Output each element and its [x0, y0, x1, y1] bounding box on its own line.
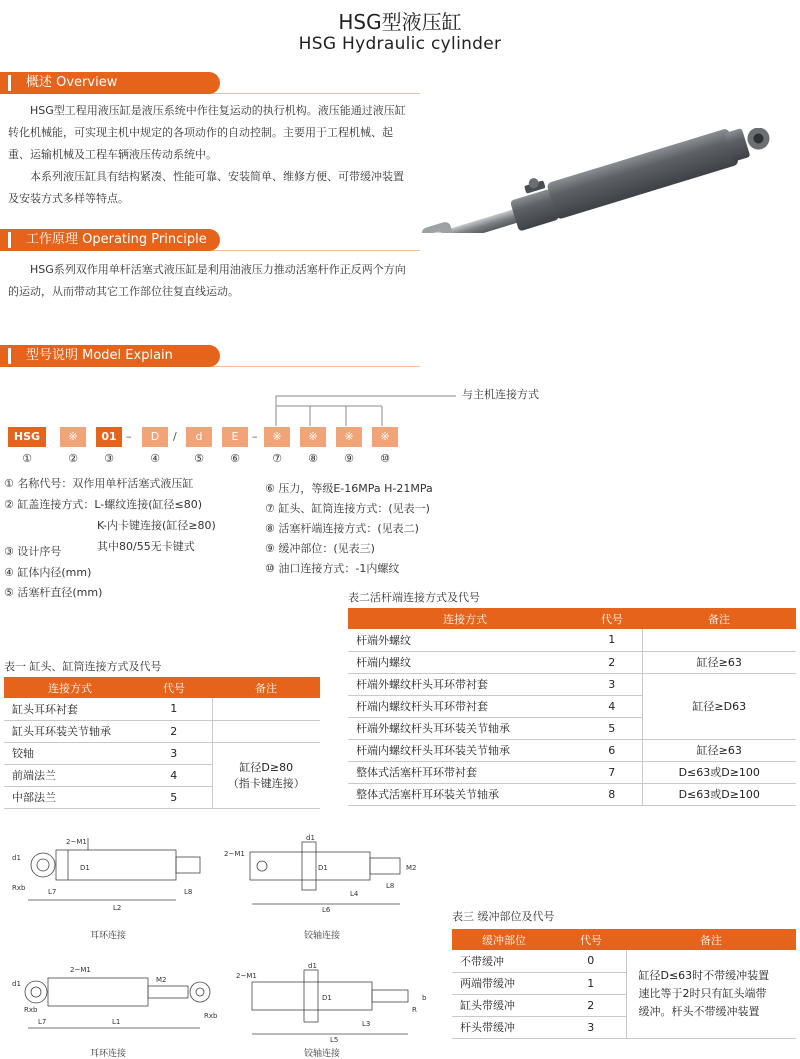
table-cell: 6	[582, 739, 642, 761]
model-box-6: E	[222, 427, 248, 447]
table-cell: 2	[136, 720, 212, 742]
divider	[0, 250, 420, 251]
overview-paragraph-1: HSG型工程用液压缸是液压系统中作往复运动的执行机构。液压能通过液压缸转化机械能，可实现主机中规定的各项动作的自动控制。主要用于工程机械、起重、运输机械及工程车辆液压传动系统中。	[8, 104, 406, 161]
remark-line: （指卡键连接）	[227, 777, 305, 790]
dim-label: L6	[322, 906, 331, 914]
page-subtitle: HSG Hydraulic cylinder	[298, 34, 502, 54]
table-cell: 4	[582, 695, 642, 717]
dim-label: d1	[306, 834, 315, 842]
divider	[0, 93, 420, 94]
table-row	[4, 698, 320, 720]
note-item: 其中80/55无卡键式	[97, 540, 195, 553]
model-number: ④	[150, 452, 160, 465]
table-cell	[642, 629, 796, 651]
table1-caption: 表一 缸头、缸筒连接方式及代号	[4, 660, 162, 673]
note-item: ⑧ 活塞杆端连接方式：(见表二)	[265, 522, 419, 535]
overview-paragraph-2: 本系列液压缸具有结构紧凑、性能可靠、安装简单、维修方便、可带缓冲装置及安装方式多样等特点。	[8, 170, 404, 205]
dim-label: L7	[48, 888, 57, 896]
table-cell: 3	[556, 1016, 626, 1038]
note-item: ⑤ 活塞杆直径(mm)	[4, 586, 103, 599]
table-header: 连接方式	[348, 608, 582, 629]
section-heading-principle	[0, 229, 220, 251]
model-box-1: HSG	[8, 427, 46, 447]
dim-label: L5	[330, 1036, 339, 1042]
dim-label: 2~M1	[70, 966, 91, 974]
dim-label: L1	[112, 1018, 121, 1026]
model-number: ⑦	[272, 452, 282, 465]
table-cell: 3	[136, 742, 212, 764]
dim-label: L4	[350, 890, 359, 898]
table-cell: 缸径≥D63	[642, 673, 796, 739]
heading-text: 概述 Overview	[26, 75, 118, 90]
cylinder-photo	[410, 128, 795, 233]
dim-label: D1	[322, 994, 332, 1002]
model-box-5: d	[186, 427, 212, 447]
section-heading-model	[0, 345, 220, 367]
dim-label: L3	[362, 1020, 371, 1028]
table-cell: 5	[582, 717, 642, 739]
drawing-ear-ring-2	[8, 958, 218, 1040]
table3-caption: 表三 缓冲部位及代号	[452, 910, 555, 923]
table-cell: 杆端内螺纹	[348, 651, 582, 673]
model-separator: /	[173, 430, 177, 443]
dim-label: L7	[38, 1018, 47, 1026]
table-cell: 7	[582, 761, 642, 783]
model-number: ⑥	[230, 452, 240, 465]
dim-label: 2~M1	[66, 838, 87, 846]
table2	[348, 608, 796, 806]
model-box-8: ※	[300, 427, 326, 447]
drawing-caption: 铰轴连接	[303, 1049, 340, 1059]
table-cell: 3	[582, 673, 642, 695]
table3	[452, 929, 796, 1039]
model-box-3: 01	[96, 427, 122, 447]
table-row	[4, 720, 320, 742]
table-row	[348, 673, 796, 695]
table-cell: 铰轴	[4, 742, 136, 764]
table-row	[348, 783, 796, 805]
table-cell: D≤63或D≥100	[642, 761, 796, 783]
heading-text: 工作原理 Operating Principle	[26, 232, 207, 247]
model-number: ①	[22, 452, 32, 465]
table-cell: 0	[556, 950, 626, 972]
table-cell: 2	[582, 651, 642, 673]
table-cell: 杆端外螺纹杆头耳环带衬套	[348, 673, 582, 695]
table-cell: 8	[582, 783, 642, 805]
table-cell: 4	[136, 764, 212, 786]
table-header: 备注	[212, 677, 320, 698]
model-box-2: ※	[60, 427, 86, 447]
table-cell: 前端法兰	[4, 764, 136, 786]
divider	[0, 366, 420, 367]
table-cell: 杆端内螺纹杆头耳环装关节轴承	[348, 739, 582, 761]
table-cell	[212, 742, 320, 808]
drawing-caption: 铰轴连接	[303, 931, 340, 941]
table-cell: 1	[582, 629, 642, 651]
table-cell: 杆端内螺纹杆头耳环带衬套	[348, 695, 582, 717]
table-cell: 2	[556, 994, 626, 1016]
table-header: 代号	[136, 677, 212, 698]
note-item: ⑨ 缓冲部位：(见表三)	[265, 542, 375, 555]
model-box-7: ※	[264, 427, 290, 447]
table-cell: 整体式活塞杆耳环装关节轴承	[348, 783, 582, 805]
dim-label: D1	[80, 864, 90, 872]
note-item: ① 名称代号：双作用单杆活塞式液压缸	[4, 477, 194, 490]
drawing-caption: 耳环连接	[89, 1049, 126, 1059]
table-header: 代号	[582, 608, 642, 629]
dim-label: R	[412, 1006, 417, 1014]
drawing-trunnion-2	[232, 962, 432, 1042]
note-item: ⑦ 缸头、缸筒连接方式：(见表一)	[265, 502, 430, 515]
table-cell: 杆头带缓冲	[452, 1016, 556, 1038]
model-box-4: D	[142, 427, 168, 447]
table-cell: 不带缓冲	[452, 950, 556, 972]
note-item: ④ 缸体内径(mm)	[4, 566, 92, 579]
dim-label: 2~M1	[224, 850, 245, 858]
heading-text: 型号说明 Model Explain	[26, 348, 173, 363]
remark-line: 缓冲。杆头不带缓冲装置	[638, 1004, 760, 1018]
dim-label: Rxb	[204, 1012, 218, 1020]
dim-label: d1	[12, 854, 21, 862]
dim-label: D1	[318, 864, 328, 872]
table-cell: 整体式活塞杆耳环带衬套	[348, 761, 582, 783]
note-item: ② 缸盖连接方式：L-螺纹连接(缸径≤80)	[4, 498, 203, 511]
model-number: ⑨	[344, 452, 354, 465]
table-cell	[212, 720, 320, 742]
remark-line: 缸径D≤63时不带缓冲装置	[638, 968, 770, 982]
table-cell: 缸径≥63	[642, 651, 796, 673]
note-item: ③ 设计序号	[4, 545, 62, 558]
model-number: ②	[68, 452, 78, 465]
table-row	[452, 950, 796, 972]
dim-label: 2~M1	[236, 972, 257, 980]
table-cell: 缸头耳环衬套	[4, 698, 136, 720]
table-cell	[212, 698, 320, 720]
note-item: K-内卡键连接(缸径≥80)	[97, 519, 216, 532]
model-box-10: ※	[372, 427, 398, 447]
table-cell: 杆端外螺纹杆头耳环装关节轴承	[348, 717, 582, 739]
dim-label: Rxb	[12, 884, 26, 892]
model-number: ⑤	[194, 452, 204, 465]
heading-bar	[8, 348, 11, 364]
connect-label: 与主机连接方式	[462, 388, 539, 401]
table-header: 备注	[626, 929, 796, 950]
table-cell: 中部法兰	[4, 786, 136, 808]
dim-label: d1	[308, 962, 317, 970]
dim-label: d1	[12, 980, 21, 988]
dim-label: Rxb	[24, 1006, 38, 1014]
table-cell: 两端带缓冲	[452, 972, 556, 994]
table-cell: 杆端外螺纹	[348, 629, 582, 651]
table-cell: 1	[136, 698, 212, 720]
dim-label: M2	[406, 864, 417, 872]
note-item: ⑥ 压力，等级E-16MPa H-21MPa	[265, 482, 433, 495]
principle-paragraph: HSG系列双作用单杆活塞式液压缸是利用油液压力推动活塞杆作正反两个方向的运动，从而带动其它工作部位往复直线运动。	[8, 263, 406, 298]
dim-label: L8	[184, 888, 193, 896]
page-title: HSG型液压缸	[338, 10, 462, 34]
connect-bracket	[270, 392, 460, 428]
table-cell: 缸头耳环装关节轴承	[4, 720, 136, 742]
remark-line: 缸径D≥80	[239, 761, 294, 774]
table-header: 缓冲部位	[452, 929, 556, 950]
table2-caption: 表二活杆端连接方式及代号	[348, 591, 480, 604]
table-cell: 缸径≥63	[642, 739, 796, 761]
table-row	[348, 739, 796, 761]
table-header: 连接方式	[4, 677, 136, 698]
table-cell: 缸头带缓冲	[452, 994, 556, 1016]
table-header: 代号	[556, 929, 626, 950]
table-row	[348, 761, 796, 783]
dim-label: L2	[113, 904, 122, 912]
table-cell: D≤63或D≥100	[642, 783, 796, 805]
table-cell: 1	[556, 972, 626, 994]
remark-line: 速比等于2时只有缸头端带	[638, 986, 767, 1000]
dim-label: L8	[386, 882, 395, 890]
table-row	[4, 742, 320, 764]
dim-label: b	[422, 994, 427, 1002]
table-header: 备注	[642, 608, 796, 629]
model-number: ⑩	[380, 452, 390, 465]
model-separator: –	[126, 430, 132, 443]
table1	[4, 677, 320, 809]
drawing-ear-ring-1	[8, 830, 208, 915]
table-cell	[626, 950, 796, 1038]
note-item: ⑩ 油口连接方式：-1内螺纹	[265, 562, 400, 575]
model-box-9: ※	[336, 427, 362, 447]
model-number: ⑧	[308, 452, 318, 465]
table-cell: 5	[136, 786, 212, 808]
heading-bar	[8, 232, 11, 248]
model-separator: –	[252, 430, 258, 443]
drawing-trunnion-1	[222, 830, 422, 915]
heading-bar	[8, 75, 11, 91]
model-number: ③	[104, 452, 114, 465]
drawing-caption: 耳环连接	[89, 931, 126, 941]
table-row	[348, 651, 796, 673]
dim-label: M2	[156, 976, 167, 984]
table-row	[348, 629, 796, 651]
section-heading-overview	[0, 72, 220, 94]
